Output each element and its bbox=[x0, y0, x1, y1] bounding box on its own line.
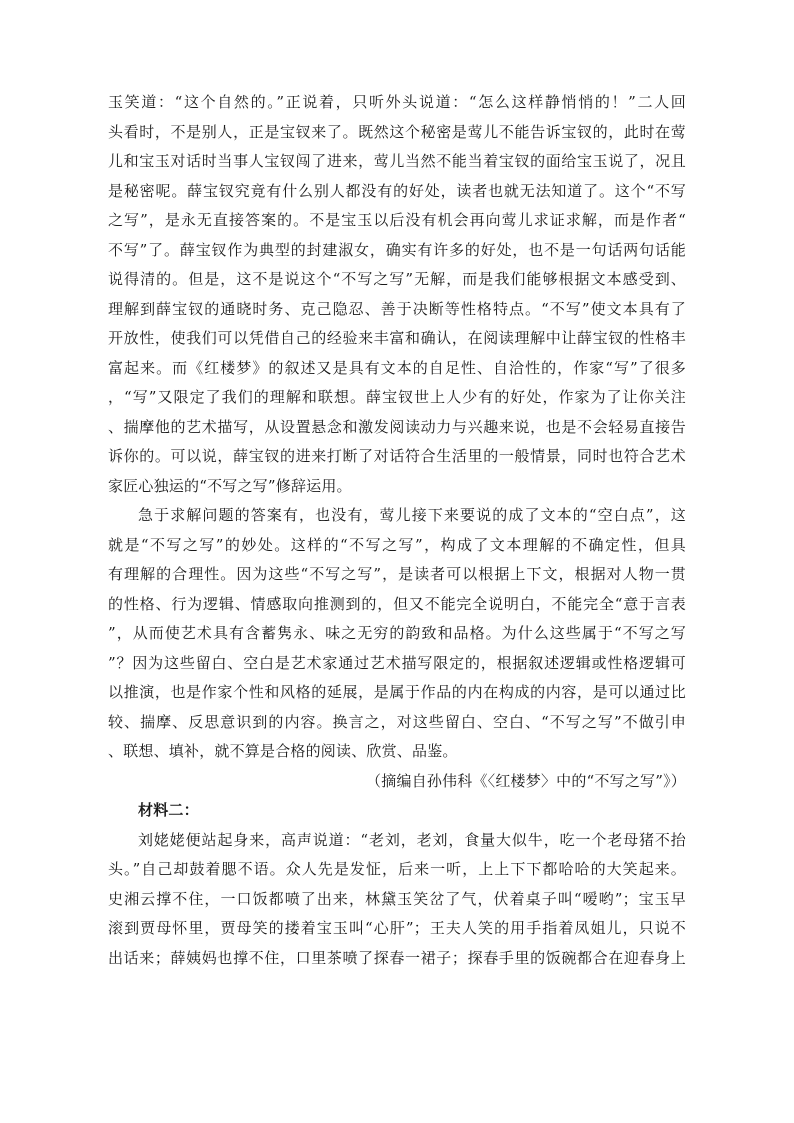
material-heading: 材料二： bbox=[138, 801, 199, 819]
text-line: 、联想、填补，就不算是合格的阅读、欣赏、品鉴。 bbox=[108, 742, 458, 760]
text-line: 刘姥姥便站起身来，高声说道：“老刘，老刘，食量大似牛，吃一个老母猪不抬 bbox=[138, 830, 686, 849]
text-line: 是秘密呢。薛宝钗究竟有什么别人都没有的好处，读者也就无法知道了。这个“不写 bbox=[108, 181, 686, 200]
document-body bbox=[108, 88, 686, 973]
text-line: 说得清的。但是，这不是说这个“不写之写”无解，而是我们能够根据文本感受到、 bbox=[108, 270, 686, 288]
text-line: 家匠心独运的“不写之写”修辞运用。 bbox=[108, 476, 352, 495]
text-line: 头看时，不是别人，正是宝钗来了。既然这个秘密是莺儿不能告诉宝钗的，此时在莺 bbox=[108, 122, 686, 141]
text-line: 诉你的。可以说，薛宝钗的进来打断了对话符合生活里的一般情景，同时也符合艺术 bbox=[108, 447, 686, 465]
text-line: 滚到贾母怀里，贾母笑的搂着宝玉叫“心肝”；王夫人笑的用手指着凤姐儿，只说不 bbox=[108, 919, 686, 937]
source-citation: （摘编自孙伟科《〈红楼梦〉中的“不写之写”》） bbox=[366, 771, 686, 790]
text-line: 急于求解问题的答案有，也没有，莺儿接下来要说的成了文本的“空白点”，这 bbox=[138, 506, 686, 524]
text-line: 理解到薛宝钗的通晓时务、克己隐忍、善于决断等性格特点。“不写”使文本具有了 bbox=[108, 299, 686, 318]
text-line: 头。”自己却鼓着腮不语。众人先是发怔，后来一听，上上下下都哈哈的大笑起来。 bbox=[108, 860, 686, 878]
paragraph-2 bbox=[108, 501, 686, 767]
paragraph-3 bbox=[108, 826, 686, 974]
text-line: 开放性，使我们可以凭借自己的经验来丰富和确认，在阅读理解中让薛宝钗的性格丰 bbox=[108, 329, 686, 347]
text-line: 以推演，也是作家个性和风格的延展，是属于作品的内在构成的内容，是可以通过比 bbox=[108, 683, 686, 701]
text-line: ”，从而使艺术具有含蓄隽永、味之无穷的韵致和品格。为什么这些属于“不写之写 bbox=[108, 624, 686, 642]
text-line: 出话来；薛姨妈也撑不住，口里茶喷了探春一裙子；探春手里的饭碗都合在迎春身上 bbox=[108, 948, 686, 967]
text-line: 、揣摩他的艺术描写，从设置悬念和激发阅读动力与兴趣来说，也是不会轻易直接告 bbox=[108, 417, 686, 436]
text-line: 的性格、行为逻辑、情感取向推测到的，但又不能完全说明白，不能完全“意于言表 bbox=[108, 594, 686, 613]
text-line: 玉笑道：“这个自然的。”正说着，只听外头说道：“怎么这样静悄悄的！”二人回 bbox=[108, 93, 686, 111]
text-line: 儿和宝玉对话时当事人宝钗闯了进来，莺儿当然不能当着宝钗的面给宝玉说了，况且 bbox=[108, 152, 686, 170]
text-line: 较、揣摩、反思意识到的内容。换言之，对这些留白、空白、“不写之写”不做引申 bbox=[108, 712, 686, 731]
text-line: 之写”，是永无直接答案的。不是宝玉以后没有机会再向莺儿求证求解，而是作者“ bbox=[108, 211, 686, 229]
paragraph-1 bbox=[108, 88, 686, 501]
text-line: 有理解的合理性。因为这些“不写之写”，是读者可以根据上下文，根据对人物一贯 bbox=[108, 565, 686, 583]
text-line: ，“写”又限定了我们的理解和联想。薛宝钗世上人少有的好处，作家为了让你关注 bbox=[108, 388, 686, 406]
text-line: 就是“不写之写”的妙处。这样的“不写之写”，构成了文本理解的不确定性，但具 bbox=[108, 535, 686, 554]
text-line: 富起来。而《红楼梦》的叙述又是具有文本的自足性、自洽性的，作家“写”了很多 bbox=[108, 358, 686, 377]
text-line: ”？因为这些留白、空白是艺术家通过艺术描写限定的，根据叙述逻辑或性格逻辑可 bbox=[108, 653, 686, 672]
text-line: 不写”了。薛宝钗作为典型的封建淑女，确实有许多的好处，也不是一句话两句话能 bbox=[108, 240, 686, 259]
text-line: 史湘云撑不住，一口饭都喷了出来，林黛玉笑岔了气，伏着桌子叫“嗳哟”；宝玉早 bbox=[108, 889, 686, 908]
